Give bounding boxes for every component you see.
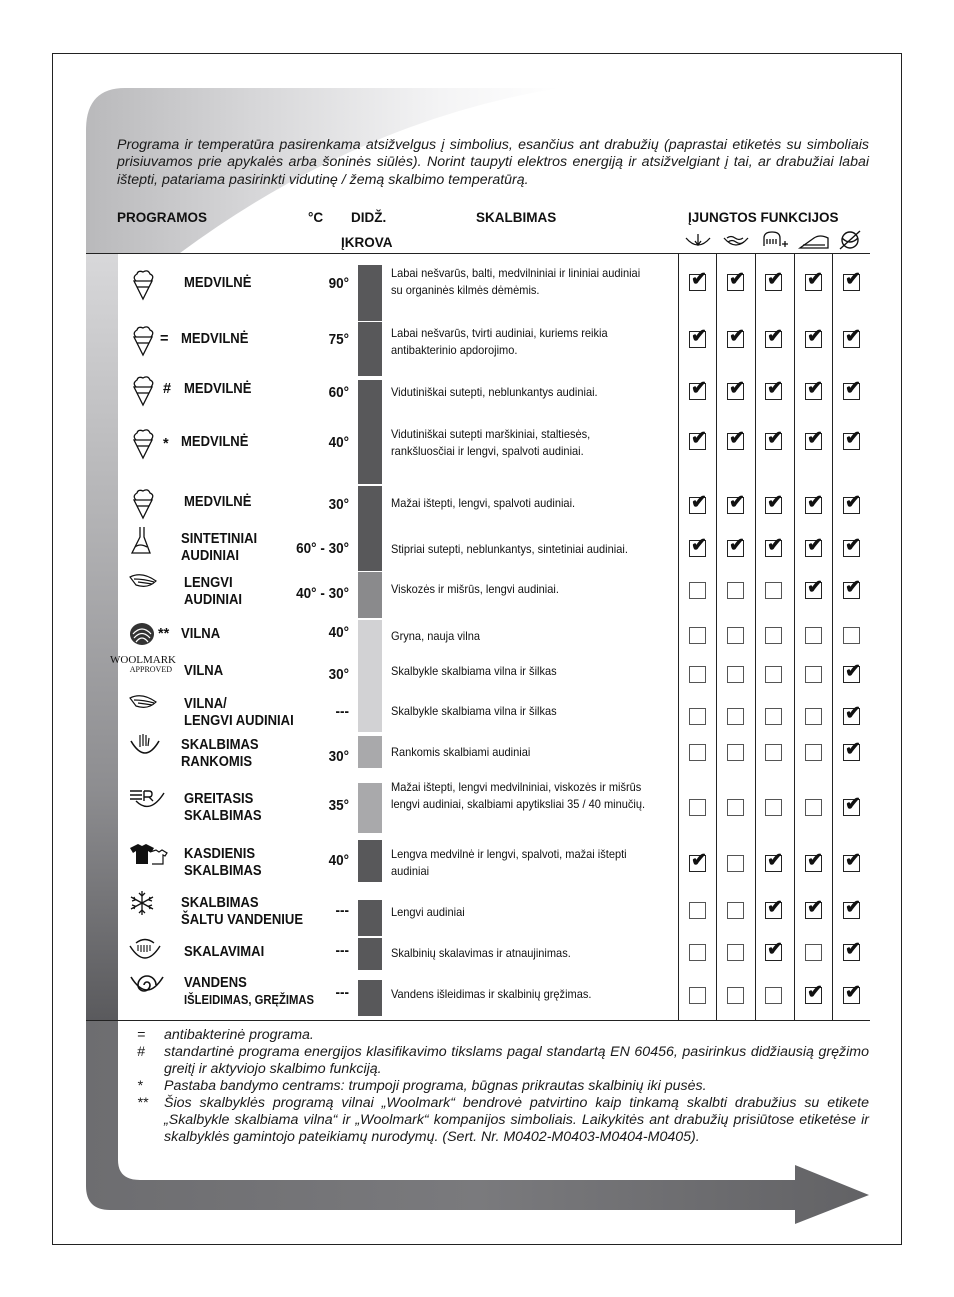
header-programs: PROGRAMOS [117, 210, 208, 225]
check-mark-icon: ✔ [729, 428, 745, 449]
load-indicator [358, 380, 382, 426]
function-checkbox [689, 987, 706, 1004]
check-mark-icon: ✔ [807, 535, 823, 556]
function-checkbox [689, 850, 707, 872]
quick-wash-icon [128, 785, 158, 813]
function-checkbox [727, 744, 744, 761]
check-mark-icon: ✔ [845, 739, 861, 760]
function-checkbox [765, 850, 783, 872]
check-mark-icon: ✔ [767, 378, 783, 399]
check-mark-icon: ✔ [807, 982, 823, 1003]
function-checkbox [765, 269, 783, 291]
footnote-mark: = [137, 1027, 146, 1043]
load-indicator [358, 840, 382, 882]
program-name [181, 434, 248, 451]
function-checkbox [765, 799, 782, 816]
footnote-mark: # [137, 1044, 145, 1060]
program-name-line: AUDINIAI [181, 548, 240, 564]
check-mark-icon: ✔ [767, 850, 783, 871]
check-mark-icon: ✔ [845, 897, 861, 918]
check-mark-icon: ✔ [845, 939, 861, 960]
load-indicator [358, 980, 382, 1016]
function-checkbox [805, 492, 823, 514]
delicate-icon [128, 569, 158, 597]
cotton-icon [128, 375, 158, 403]
function-checkbox [805, 897, 823, 919]
function-checkbox [727, 627, 744, 644]
program-temperature: 30° [328, 496, 349, 513]
function-checkbox [843, 982, 861, 1004]
program-description: Labai nešvarūs, balti, medvilniniai ir lininiai audiniai su organinės kilmės dėmėmis. [391, 266, 641, 297]
program-name-line: LENGVI AUDINIAI [184, 713, 294, 729]
program-description: Viskozės ir mišrūs, lengvi audiniai. [391, 582, 559, 596]
program-name-line: SKALBIMAS [181, 895, 259, 911]
check-mark-icon: ✔ [807, 850, 823, 871]
check-mark-icon: ✔ [729, 326, 745, 347]
program-description: Skalbykle skalbiama vilna ir šilkas [391, 704, 557, 718]
check-mark-icon: ✔ [845, 428, 861, 449]
check-mark-icon: ✔ [845, 794, 861, 815]
function-checkbox [843, 627, 860, 644]
program-description: Vidutiniškai sutepti marškiniai, staltiesės, rankšluosčiai ir lengvi, spalvoti audiniai. [391, 427, 591, 458]
footnote-text: standartinė programa energijos klasifikavimo tikslams pagal standartą EN 60456, pasirinkus didžiausią gręžimo greitį ir aktyviojo skalbimo funkciją. [164, 1044, 869, 1077]
program-name-line: MEDVILNĖ [181, 331, 249, 347]
check-mark-icon: ✔ [845, 982, 861, 1003]
function-checkbox [689, 666, 706, 683]
function-checkbox [805, 666, 822, 683]
program-name-line: SKALAVIMAI [184, 944, 265, 960]
footnote-text: Šios skalbyklės programą vilnai „Woolmark“ bendrovė patvirtino kaip tinkamą skalbti drabužius su etikete „Skalbykle skalbiama vilna“ ir „Woolmark“ kompanijos simboliais. Laikykitės ant drabužių prisiūtose etiketėse ir skalbyklės gamintojo pateikiamų nurodymų. (Sert. Nr. M0402-M0403-M0404-M0405). [164, 1095, 869, 1145]
iron-icon [800, 236, 828, 248]
function-icons-row [682, 228, 872, 252]
program-temperature: 30° [328, 748, 349, 765]
program-description: Vandens išleidimas ir skalbinių gręžimas. [391, 987, 592, 1001]
program-description: Vidutiniškai sutepti, neblunkantys audiniai. [391, 385, 598, 399]
function-checkbox [765, 666, 782, 683]
load-indicator [358, 533, 382, 571]
function-checkbox [805, 944, 822, 961]
col-divider [832, 253, 833, 1020]
program-name [184, 846, 262, 880]
col-divider [755, 253, 756, 1020]
program-temperature: 40° [328, 434, 349, 451]
function-checkbox [843, 850, 861, 872]
load-indicator [358, 322, 382, 376]
footnote [137, 1044, 869, 1078]
woolmark-word: WOOLMARK [110, 654, 176, 666]
function-checkbox [689, 492, 707, 514]
program-name-line: AUDINIAI [184, 592, 243, 608]
program-name [181, 331, 248, 348]
load-indicator [358, 900, 382, 936]
function-checkbox [689, 428, 707, 450]
program-temperature: --- [335, 703, 349, 720]
program-name [184, 791, 262, 825]
program-temperature: 60° - 30° [296, 540, 349, 557]
check-mark-icon: ✔ [807, 492, 823, 513]
header-functions: ĮJUNGTOS FUNKCIJOS [688, 210, 839, 225]
program-name-line: MEDVILNĖ [184, 494, 252, 510]
program-name [184, 575, 242, 609]
check-mark-icon: ✔ [807, 269, 823, 290]
program-name-line: SKALBIMAS [184, 863, 262, 879]
program-name [184, 494, 251, 511]
function-checkbox [689, 326, 707, 348]
function-checkbox [727, 855, 744, 872]
function-checkbox [843, 794, 861, 816]
function-checkbox [805, 850, 823, 872]
function-checkbox [727, 535, 745, 557]
program-name-line: MEDVILNĖ [184, 275, 252, 291]
load-indicator [358, 620, 382, 658]
function-checkbox [843, 661, 861, 683]
function-checkbox [689, 535, 707, 557]
program-temperature: 90° [328, 275, 349, 292]
load-indicator [358, 656, 382, 694]
drain-spin-icon [128, 969, 158, 997]
function-checkbox [727, 708, 744, 725]
delicate-icon [128, 690, 158, 718]
function-checkbox [727, 378, 745, 400]
function-checkbox [689, 744, 706, 761]
easy-iron-icon [724, 237, 748, 246]
check-mark-icon: ✔ [807, 378, 823, 399]
program-description: Mažai ištepti, lengvi medvilniniai, viskozės ir mišrūs lengvi audiniai, skalbiami apytiksliai 35 / 40 minučių. [391, 780, 646, 811]
check-mark-icon: ✔ [729, 269, 745, 290]
function-checkbox [727, 582, 744, 599]
load-indicator [358, 783, 382, 833]
program-name-line: SINTETINIAI [181, 531, 258, 547]
check-mark-icon: ✔ [729, 535, 745, 556]
function-checkbox [765, 326, 783, 348]
program-description: Rankomis skalbiami audiniai [391, 745, 531, 759]
footnote [137, 1078, 869, 1095]
spin-icon [686, 234, 710, 245]
program-temperature: 40° - 30° [296, 585, 349, 602]
table-bottom-rule [86, 1020, 870, 1021]
function-checkbox [843, 492, 861, 514]
check-mark-icon: ✔ [845, 326, 861, 347]
function-checkbox [727, 666, 744, 683]
check-mark-icon: ✔ [767, 939, 783, 960]
function-checkbox [843, 378, 861, 400]
program-temperature: 35° [328, 797, 349, 814]
program-temperature: 40° [328, 852, 349, 869]
check-mark-icon: ✔ [767, 492, 783, 513]
program-name-line: LENGVI [184, 575, 233, 591]
load-indicator [358, 572, 382, 618]
program-name-line: VILNA [181, 626, 221, 642]
check-mark-icon: ✔ [691, 378, 707, 399]
function-checkbox [765, 428, 783, 450]
function-checkbox [805, 708, 822, 725]
function-checkbox [805, 744, 822, 761]
function-checkbox [843, 269, 861, 291]
function-checkbox [765, 987, 782, 1004]
footnote [137, 1095, 869, 1146]
col-divider [716, 253, 717, 1020]
program-temperature: 40° [328, 624, 349, 641]
function-checkbox [765, 627, 782, 644]
program-description: Lengva medvilnė ir lengvi, spalvoti, mažai ištepti audiniai [391, 847, 627, 878]
check-mark-icon: ✔ [691, 428, 707, 449]
program-prefix: * [163, 436, 169, 452]
check-mark-icon: ✔ [845, 850, 861, 871]
prewash-icon [764, 232, 788, 247]
check-mark-icon: ✔ [729, 492, 745, 513]
check-mark-icon: ✔ [691, 326, 707, 347]
program-description: Lengvi audiniai [391, 905, 465, 919]
header-load-2: ĮKROVA [341, 235, 393, 250]
program-name-line: GREITASIS [184, 791, 254, 807]
program-temperature: --- [335, 902, 349, 919]
header-temp: °C [308, 210, 324, 225]
function-checkbox [689, 944, 706, 961]
program-description: Skalbinių skalavimas ir atnaujinimas. [391, 946, 571, 960]
header-load-1: DIDŽ. [351, 210, 387, 225]
function-checkbox [689, 708, 706, 725]
load-indicator [358, 938, 382, 970]
intro-paragraph: Programa ir temperatūra pasirenkama atsižvelgus į simbolius, esančius ant drabužių (paprastai etiketės su simboliais prisiuvamos prie apykalės arba šoninės siūlės). Norint taupyti elektros energiją ir atsižvelgiant į tai, ar drabužiai labai ištepti, patariama pasirinkti vidutinę / žemą skalbimo temperatūrą. [117, 137, 869, 188]
cotton-icon [128, 488, 158, 516]
function-checkbox [843, 897, 861, 919]
function-checkbox [727, 987, 744, 1004]
function-checkbox [843, 703, 861, 725]
function-checkbox [689, 269, 707, 291]
cotton-icon [128, 269, 158, 297]
check-mark-icon: ✔ [807, 326, 823, 347]
program-name-line: VILNA [184, 663, 224, 679]
check-mark-icon: ✔ [807, 577, 823, 598]
check-mark-icon: ✔ [691, 535, 707, 556]
program-temperature: 60° [328, 384, 349, 401]
program-name-line: MEDVILNĖ [181, 434, 249, 450]
cotton-icon [128, 325, 158, 353]
program-name-line: ŠALTU VANDENIUE [181, 912, 304, 928]
function-checkbox [689, 799, 706, 816]
function-checkbox [765, 582, 782, 599]
function-checkbox [689, 378, 707, 400]
check-mark-icon: ✔ [767, 428, 783, 449]
program-prefix: # [163, 381, 172, 397]
check-mark-icon: ✔ [691, 269, 707, 290]
check-mark-icon: ✔ [691, 492, 707, 513]
footnote-mark: ** [137, 1095, 149, 1111]
program-name [181, 737, 259, 771]
program-name [184, 663, 223, 680]
program-name [181, 531, 257, 565]
check-mark-icon: ✔ [767, 535, 783, 556]
program-name-line: SKALBIMAS [181, 737, 259, 753]
function-checkbox [805, 428, 823, 450]
header-washing: SKALBIMAS [476, 210, 557, 225]
left-column-band [86, 253, 118, 1020]
check-mark-icon: ✔ [691, 850, 707, 871]
function-checkbox [805, 982, 823, 1004]
load-indicator [358, 426, 382, 484]
function-checkbox [727, 326, 745, 348]
check-mark-icon: ✔ [767, 326, 783, 347]
program-prefix: ** [158, 626, 170, 642]
check-mark-icon: ✔ [845, 703, 861, 724]
function-checkbox [727, 269, 745, 291]
function-checkbox [689, 627, 706, 644]
function-checkbox [805, 799, 822, 816]
function-checkbox [843, 428, 861, 450]
function-checkbox [843, 326, 861, 348]
cotton-icon [128, 428, 158, 456]
check-mark-icon: ✔ [767, 269, 783, 290]
synthetic-icon [128, 525, 158, 553]
function-checkbox [765, 744, 782, 761]
check-mark-icon: ✔ [845, 378, 861, 399]
program-name-line: SKALBIMAS [184, 808, 262, 824]
program-name-line: VANDENS [184, 975, 247, 991]
function-checkbox [765, 378, 783, 400]
function-checkbox [805, 378, 823, 400]
check-mark-icon: ✔ [767, 897, 783, 918]
program-name [184, 275, 251, 292]
daily-wash-icon [128, 840, 158, 868]
function-checkbox [765, 939, 783, 961]
approved-word: APPROVED [129, 665, 172, 674]
footnotes [137, 1027, 869, 1146]
col-divider [794, 253, 795, 1020]
program-name-line: VILNA/ [184, 696, 227, 712]
function-checkbox [805, 326, 823, 348]
function-checkbox [843, 535, 861, 557]
function-checkbox [727, 902, 744, 919]
col-divider [678, 253, 679, 1020]
snowflake-icon [128, 889, 158, 917]
program-name-line: IŠLEIDIMAS, GRĘŽIMAS [184, 993, 315, 1007]
woolmark-logo [110, 654, 176, 685]
function-checkbox [689, 902, 706, 919]
function-checkbox [805, 577, 823, 599]
function-checkbox [843, 577, 861, 599]
footnote-mark: * [137, 1078, 143, 1094]
load-indicator [358, 265, 382, 321]
function-checkbox [727, 944, 744, 961]
program-name [184, 381, 251, 398]
function-checkbox [805, 269, 823, 291]
function-checkbox [843, 739, 861, 761]
program-description: Skalbykle skalbiama vilna ir šilkas [391, 664, 557, 678]
check-mark-icon: ✔ [845, 577, 861, 598]
table-top-rule [86, 253, 870, 254]
check-mark-icon: ✔ [807, 428, 823, 449]
program-name [181, 626, 220, 643]
program-name [184, 696, 294, 730]
footnote-text: Pastaba bandymo centrams: trumpoji programa, būgnas prikrautas skalbinių iki pusės. [164, 1078, 707, 1094]
program-name-line: MEDVILNĖ [184, 381, 252, 397]
check-mark-icon: ✔ [845, 535, 861, 556]
function-checkbox [843, 939, 861, 961]
program-description: Stipriai sutepti, neblunkantys, sintetiniai audiniai. [391, 542, 628, 556]
program-temperature: --- [335, 942, 349, 959]
function-checkbox [727, 428, 745, 450]
program-name-line: KASDIENIS [184, 846, 256, 862]
check-mark-icon: ✔ [845, 269, 861, 290]
function-checkbox [765, 535, 783, 557]
load-indicator [358, 736, 382, 768]
program-temperature: --- [335, 984, 349, 1001]
program-description: Mažai ištepti, lengvi, spalvoti audiniai. [391, 496, 576, 510]
function-checkbox [727, 492, 745, 514]
function-checkbox [765, 708, 782, 725]
footnote [137, 1027, 869, 1044]
woolmark-logo-text [110, 654, 176, 675]
no-spin-icon [840, 231, 860, 249]
program-temperature: 75° [328, 331, 349, 348]
function-checkbox [727, 799, 744, 816]
function-checkbox [805, 535, 823, 557]
check-mark-icon: ✔ [729, 378, 745, 399]
check-mark-icon: ✔ [807, 897, 823, 918]
program-name [184, 944, 264, 961]
program-description: Labai nešvarūs, tvirti audiniai, kuriems reikia antibakterinio apdorojimo. [391, 326, 608, 357]
program-name-line: RANKOMIS [181, 754, 253, 770]
load-indicator [358, 486, 382, 534]
check-mark-icon: ✔ [845, 492, 861, 513]
function-checkbox [689, 582, 706, 599]
function-checkbox [765, 897, 783, 919]
function-checkbox [805, 627, 822, 644]
rinse-icon [128, 938, 158, 966]
check-mark-icon: ✔ [845, 661, 861, 682]
footnote-text: antibakterinė programa. [164, 1027, 314, 1043]
program-temperature: 30° [328, 666, 349, 683]
program-prefix: = [160, 331, 169, 347]
handwash-icon [128, 731, 158, 759]
program-description: Gryna, nauja vilna [391, 629, 480, 643]
function-checkbox [765, 492, 783, 514]
load-indicator [358, 694, 382, 732]
wool-icon [128, 620, 158, 648]
